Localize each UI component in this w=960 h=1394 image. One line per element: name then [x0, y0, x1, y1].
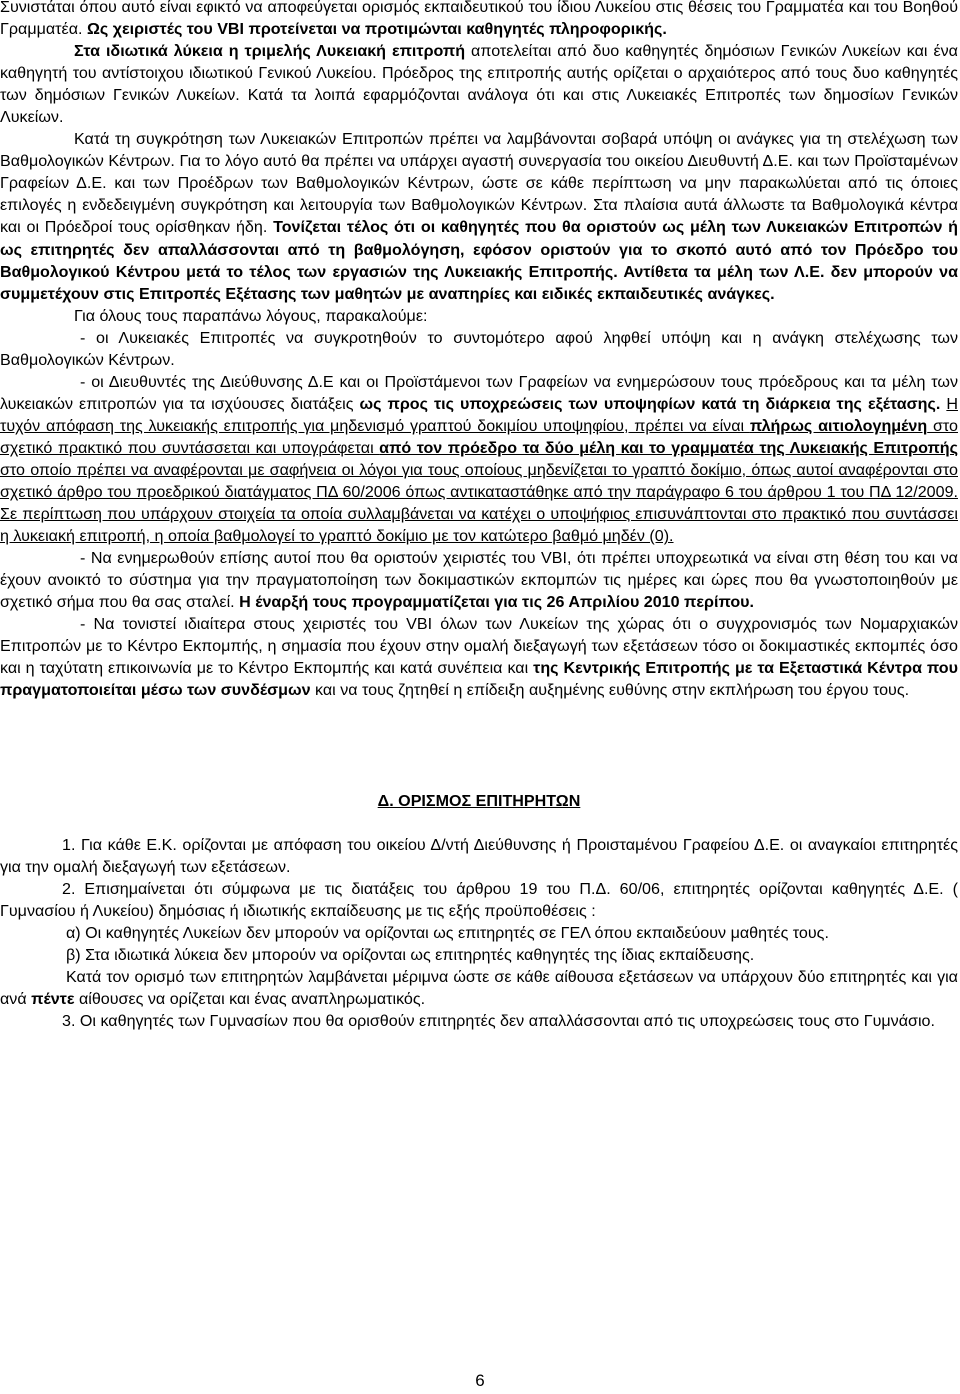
paragraph-bold-text: ως προς τις υποχρεώσεις των υποψηφίων κατά τη διάρκεια της εξέτασης. [359, 394, 941, 413]
paragraph-request-intro [0, 305, 958, 327]
list-item-committees [0, 327, 958, 371]
paragraph-text: - Να τονιστεί ιδιαίτερα στους χειριστές του VBI όλων των Λυκείων της χώρας ότι ο συγχρονισμός των Νομαρχιακών Επιτροπών με το Κέντρο Εκπομπής, η σημασία που έχουν στην ομαλή διεξαγωγή των εξετάσεων τόσο οι δοκιμαστικές εκπομπές όσο και η ταχύτατη επικοινωνία με το Κέντρο Εκπομπής και κατά συνέπεια και [0, 615, 958, 678]
list-item-directors [0, 371, 958, 547]
paragraph-underlined-text: Η τυχόν απόφαση της λυκειακής επιτροπής για μηδενισμό γραπτού δοκιμίου υποψηφίου, πρέπει να είναι [0, 394, 958, 435]
paragraph-underlined-bold-text: από τον πρόεδρο τα δύο μέλη και το γραμματέα της Λυκειακής Επιτροπής [379, 438, 958, 457]
paragraph-private-lyceums [0, 40, 958, 128]
paragraph-text: αίθουσες να ορίζεται και ένας αναπληρωματικός. [74, 989, 426, 1008]
paragraph-text: β) Στα ιδιωτικά λύκεια δεν μπορούν να ορίζονται ως επιτηρητές καθηγητές της ίδιας εκπαίδευσης. [66, 945, 755, 964]
sub-item-b [0, 944, 958, 966]
paragraph-text: 1. Για κάθε Ε.Κ. ορίζονται με απόφαση του οικείου Δ/ντή Διεύθυνσης ή Προισταμένου Γραφείου Δ.Ε. οι αναγκαίοι επιτηρητές για την ομαλή διεξαγωγή των εξετάσεων. [0, 835, 958, 876]
paragraph-text: Κατά τη συγκρότηση των Λυκειακών Επιτροπών πρέπει να λαμβάνονται σοβαρά υπόψη οι ανάγκες για τη στελέχωση των Βαθμολογικών Κέντρων. Για το λόγο αυτό θα πρέπει να υπάρχει αγαστή συνεργασία του οικείου Διευθυντή Δ.Ε. και των Προϊσταμένων Γραφείων Δ.Ε. και των Προέδρων των Βαθμολογικών Κέντρων, ώστε σε κάθε περίπτωση να μην παρακωλύεται από τις όποιες επιλογές η ενδεδειγμένη συγκρότηση και λειτουργία των Βαθμολογικών Κέντρων. Στα πλαίσια αυτά άλλωστε τα Βαθμολογικά κέντρα και οι Πρόεδροί τους ορίσθηκαν ήδη. [0, 130, 958, 237]
paragraph-committee-composition [0, 128, 958, 304]
numbered-item-2 [0, 878, 958, 922]
numbered-item-1 [0, 834, 958, 878]
spacer [0, 812, 958, 834]
paragraph-text: αποτελείται από δυο καθηγητές δημόσιων Γενικών Λυκείων και ένα καθηγητή του αντίστοιχου ιδιωτικού Γενικού Λυκείου. Πρόεδρος της επιτροπής αυτής ορίζεται ο αρχαιότερος από τους δυο καθηγητές των δημόσιων Γενικών Λυκείων. Κατά τα λοιπά εφαρμόζονται ανάλογα ότι και στις Λυκειακές Επιτροπές των δημοσίων Γενικών Λυκείων. [0, 42, 958, 127]
paragraph-text: - οι Διευθυντές της Διεύθυνσης Δ.Ε και οι Προϊστάμενοι των Γραφείων να ενημερώσουν τους πρόεδρους και τα μέλη των λυκειακών επιτροπών για τα ισχύουσες διατάξεις [0, 372, 958, 413]
section-heading: Δ. ΟΡΙΣΜΟΣ ΕΠΙΤΗΡΗΤΩΝ [377, 791, 581, 810]
paragraph-text: 3. Οι καθηγητές των Γυμνασίων που θα ορισθούν επιτηρητές δεν απαλλάσσονται από τις υποχρεώσεις τους στο Γυμνάσιο. [62, 1011, 935, 1030]
list-item-vbi-emphasis [0, 613, 958, 701]
paragraph-bold-text: της Κεντρικής Επιτροπής με τα Εξεταστικά Κέντρα που πραγματοποιείται μέσω των συνδέσμων [0, 659, 958, 700]
paragraph-bold-text: Τονίζεται τέλος ότι οι καθηγητές που θα οριστούν ως μέλη των Λυκειακών Επιτροπών ή ως επιτηρητές δεν απαλλάσσονται από τη βαθμολόγηση, εφόσον οριστούν για το σκοπό αυτό από τον Πρόεδρο του Βαθμολογικού Κέντρου μετά το τέλος των εργασιών της Λυκειακής Επιτροπής. Αντίθετα τα μέλη των Λ.Ε. δεν μπορούν να συμμετέχουν στις Επιτροπές Εξέτασης των μαθητών με αναπηρίες και ειδικές εκπαιδευτικές ανάγκες. [0, 218, 959, 303]
paragraph-bold-text: Στα ιδιωτικά λύκεια η τριμελής Λυκειακή επιτροπή [74, 42, 466, 61]
paragraph-text: 2. Επισημαίνεται ότι σύμφωνα με τις διατάξεις του άρθρου 19 του Π.Δ. 60/06, επιτηρητές ορίζονται καθηγητές Δ.Ε. ( Γυμνασίου ή Λυκείου) δημόσιας ή ιδιωτικής εκπαίδευσης με τις εξής προϋποθέσεις : [0, 879, 958, 920]
page-number: 6 [475, 1371, 485, 1390]
paragraph-text: Κατά τον ορισμό των επιτηρητών λαμβάνεται μέριμνα ώστε σε κάθε αίθουσα εξετάσεων να υπάρχουν δύο επιτηρητές και για ανά [0, 967, 958, 1008]
paragraph-bold-text: Η έναρξή τους προγραμματίζεται για τις 26 Απριλίου 2010 περίπου. [239, 593, 754, 612]
paragraph-text: Για όλους τους παραπάνω λόγους, παρακαλούμε: [74, 306, 428, 325]
paragraph-text: και να τους ζητηθεί η επίδειξη αυξημένης ευθύνης στην εκπλήρωση του έργου τους. [310, 681, 910, 700]
sub-item-a [0, 922, 958, 944]
paragraph-text: Συνιστάται όπου αυτό είναι εφικτό να αποφεύγεται ορισμός εκπαιδευτικού του ίδιου Λυκείου στις θέσεις του Γραμματέα και του Βοηθού Γραμματέα. [0, 0, 958, 39]
paragraph-underlined-text: στο σχετικό πρακτικό που συντάσσεται και υπογράφεται [0, 416, 958, 457]
paragraph-bold-text: πέντε [31, 989, 75, 1008]
list-item-vbi-operators [0, 547, 958, 613]
numbered-item-3 [0, 1010, 958, 1032]
paragraph-bold-text: Ως χειριστές του VBI προτείνεται να προτιμώνται καθηγητές πληροφορικής. [86, 20, 667, 39]
paragraph-text: α) Οι καθηγητές Λυκείων δεν μπορούν να ορίζονται ως επιτηρητές σε ΓΕΛ όπου εκπαιδεύουν μαθητές τους. [66, 923, 829, 942]
spacer [0, 702, 958, 790]
paragraph-underlined-bold-text: πλήρως αιτιολογημένη [749, 416, 928, 435]
paragraph-secretary [0, 0, 958, 40]
paragraph-text: - Να ενημερωθούν επίσης αυτοί που θα οριστούν χειριστές του VBI, ότι πρέπει υποχρεωτικά να είναι στη θέση του και να έχουν ανοικτό το σύστημα για την πραγματοποίηση των δοκιμαστικών εκπομπών τις ημέρες και ώρες που θα γνωστοποιηθούν με σχετικό σήμα που θα σας σταλεί. [0, 549, 958, 612]
paragraph-invigilators [0, 966, 958, 1010]
paragraph-underlined-text: στο οποίο πρέπει να αναφέρονται με σαφήνεια οι λόγοι για τους οποίους μηδενίζεται το γραπτό δοκίμιο, όπως αυτοί αναφέρονται στο σχετικό άρθρο του προεδρικού διατάγματος ΠΔ 60/2006 όπως αντικαταστάθηκε από την παράγραφο 6 του άρθρου 1 του ΠΔ 12/2009. Σε περίπτωση που υπάρχουν στοιχεία τα οποία συλλαμβάνεται να κατέχει ο υποψήφιος επισυνάπτονται στο πρακτικό που συντάσσει η λυκειακή επιτροπή, η οποία βαθμολογεί το γραπτό δοκίμιο με τον κατώτερο βαθμό μηδέν (0). [0, 460, 958, 546]
paragraph-text: - οι Λυκειακές Επιτροπές να συγκροτηθούν το συντομότερο αφού ληφθεί υπόψη και η ανάγκη στελέχωσης των Βαθμολογικών Κέντρων. [0, 328, 958, 369]
